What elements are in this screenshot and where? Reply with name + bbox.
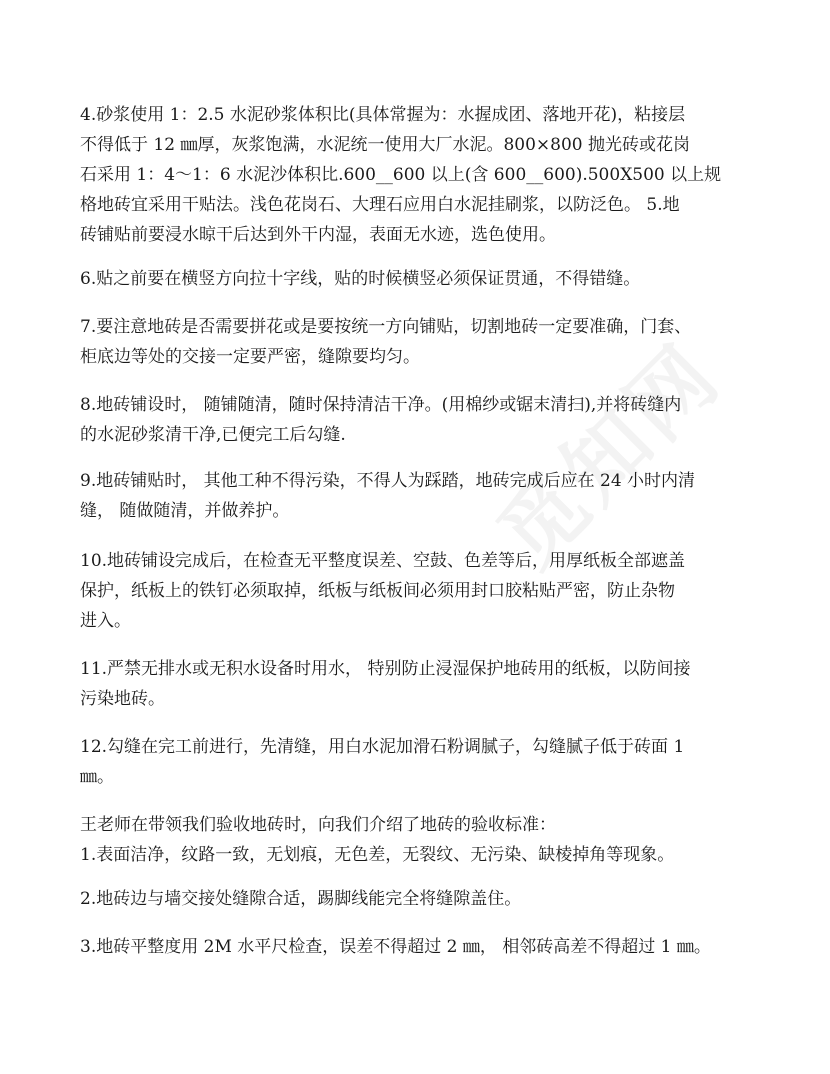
paragraph-12-grouting: [80, 732, 750, 792]
paragraph-acceptance-intro: [80, 810, 750, 870]
text-line: 王老师在带领我们验收地砖时，向我们介绍了地砖的验收标准：: [80, 815, 556, 835]
text-line: 不得低于 12 ㎜厚，灰浆饱满，水泥统一使用大厂水泥。800×800 抛光砖或花岗: [80, 135, 690, 155]
paragraph-acceptance-3: [80, 932, 750, 962]
text-line: 4.砂浆使用 1：2.5 水泥砂浆体积比(具体常握为：水握成团、落地开花)，粘接层: [80, 105, 686, 125]
paragraph-4-mortar: [80, 100, 750, 250]
text-line: 3.地砖平整度用 2M 水平尺检查，误差不得超过 2 ㎜， 相邻砖高差不得超过 1 ㎜。: [80, 937, 711, 957]
text-line: 格地砖宜采用干贴法。浅色花岗石、大理石应用白水泥挂刷浆，以防泛色。 5.地: [80, 195, 680, 215]
text-line: 10.地砖铺设完成后，在检查无平整度误差、空鼓、色差等后，用厚纸板全部遮盖: [80, 551, 686, 571]
text-line: 进入。: [80, 611, 131, 631]
text-line: 石采用 1：4～1：6 水泥沙体积比.600__600 以上(含 600__600).500X500 以上规: [80, 165, 722, 185]
text-line: 砖铺贴前要浸水晾干后达到外干内湿，表面无水迹，选色使用。: [80, 225, 556, 245]
text-line: 12.勾缝在完工前进行，先清缝，用白水泥加滑石粉调腻子，勾缝腻子低于砖面 1: [80, 737, 685, 757]
text-line: 8.地砖铺设时， 随铺随清，随时保持清洁干净。(用棉纱或锯末清扫),并将砖缝内: [80, 395, 682, 415]
paragraph-10-covering: [80, 546, 750, 636]
paragraph-9-protection: [80, 466, 750, 526]
text-line: 保护，纸板上的铁钉必须取掉，纸板与纸板间必须用封口胶粘贴严密，防止杂物: [80, 581, 675, 601]
text-line: ㎜。: [80, 767, 114, 787]
text-line: 2.地砖边与墙交接处缝隙合适，踢脚线能完全将缝隙盖住。: [80, 889, 522, 909]
paragraph-11-water: [80, 654, 750, 714]
text-line: 11.严禁无排水或无积水设备时用水， 特别防止浸湿保护地砖用的纸板，以防间接: [80, 659, 691, 679]
text-line: 柜底边等处的交接一定要严密，缝隙要均匀。: [80, 347, 420, 367]
text-line: 缝， 随做随清，并做养护。: [80, 501, 290, 521]
paragraph-7-pattern: [80, 312, 750, 372]
text-line: 污染地砖。: [80, 689, 165, 709]
text-line: 的水泥砂浆清干净,已便完工后勾缝.: [80, 425, 346, 445]
text-line: 7.要注意地砖是否需要拼花或是要按统一方向铺贴，切割地砖一定要准确，门套、: [80, 317, 692, 337]
text-line: 6.贴之前要在横竖方向拉十字线，贴的时候横竖必须保证贯通，不得错缝。: [80, 269, 641, 289]
paragraph-6-cross-lines: [80, 264, 750, 294]
paragraph-acceptance-2: [80, 884, 750, 914]
paragraph-8-cleaning: [80, 390, 750, 450]
text-line: 1.表面洁净，纹路一致，无划痕，无色差，无裂纹、无污染、缺棱掉角等现象。: [80, 845, 675, 865]
text-line: 9.地砖铺贴时， 其他工种不得污染，不得人为踩踏，地砖完成后应在 24 小时内清: [80, 471, 696, 491]
